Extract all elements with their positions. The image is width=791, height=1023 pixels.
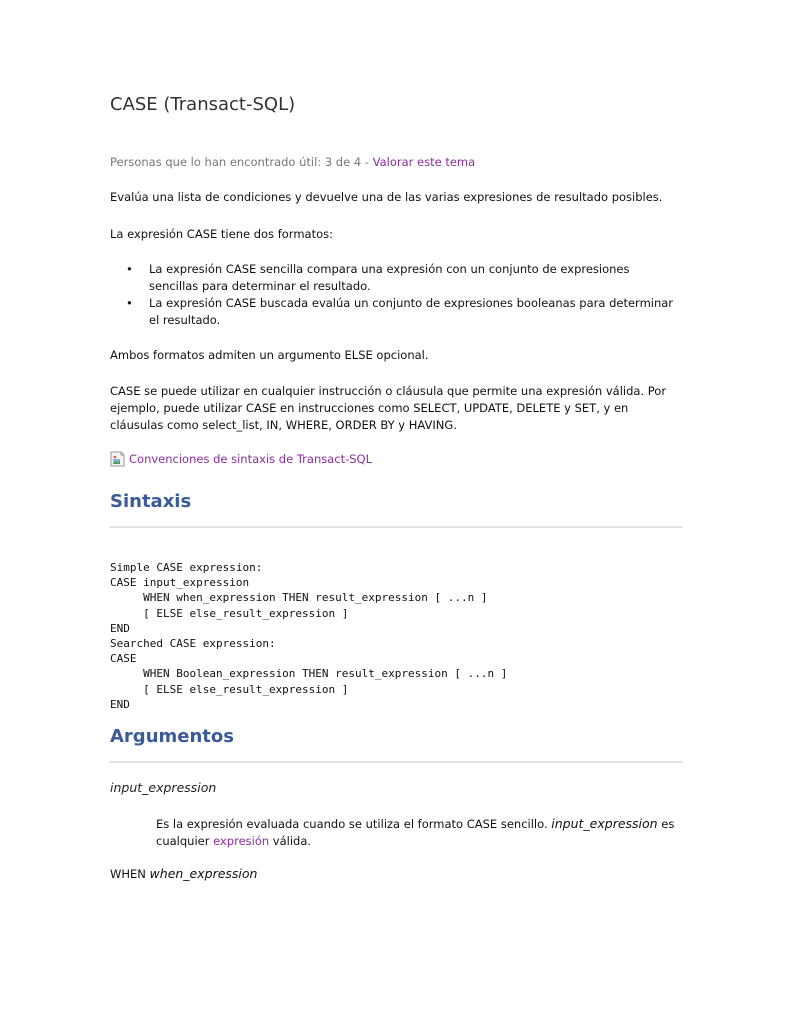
when-keyword: WHEN — [110, 867, 150, 881]
desc-text: válida. — [269, 834, 312, 848]
rate-topic-link[interactable]: Valorar este tema — [372, 155, 476, 169]
list-item-text: La expresión CASE buscada evalúa un conjunto de expresiones booleanas para determinar el resultado. — [149, 296, 674, 327]
argument-input-expression: input_expression — [110, 780, 217, 795]
formats-list — [110, 261, 682, 329]
syntax-heading: Sintaxis — [110, 491, 192, 512]
rating-text: Personas que lo han encontrado útil: 3 de 4 - — [110, 155, 373, 169]
list-item — [110, 261, 682, 295]
page-title: CASE (Transact-SQL) — [110, 94, 296, 115]
list-item-text: La expresión CASE sencilla compara una expresión con un conjunto de expresiones sencillas para determinar el resultado. — [149, 262, 630, 293]
usage-note: CASE se puede utilizar en cualquier instrucción o cláusula que permite una expresión válida. Por ejemplo, puede utilizar CASE en instrucciones como SELECT, UPDATE, DELETE y SET, y en cláusulas como select_list, IN, WHERE, ORDER BY y HAVING. — [110, 384, 667, 432]
desc-text: es cualquier — [156, 817, 675, 848]
bullet-icon: • — [126, 296, 133, 310]
list-item — [110, 295, 682, 329]
conventions-link-row[interactable] — [110, 451, 372, 467]
syntax-code-block: Simple CASE expression: CASE input_expression WHEN when_expression THEN result_expression [ ...n ] [ ELSE else_result_expression ] END Searched CASE expression: CASE WHEN Boolean_expression THEN result_expression [ ...n ] [ ELSE else_result_expression ] END — [110, 561, 508, 711]
syntax-divider — [110, 526, 682, 528]
formats-intro: La expresión CASE tiene dos formatos: — [110, 227, 333, 241]
when-name: when_expression — [149, 866, 258, 881]
bullet-icon: • — [126, 262, 133, 276]
argument-input-description — [156, 815, 682, 850]
broken-image-icon — [110, 451, 126, 467]
rating-line — [110, 155, 475, 169]
expression-link[interactable]: expresión — [213, 834, 270, 848]
desc-code: input_expression — [551, 816, 658, 831]
else-note: Ambos formatos admiten un argumento ELSE opcional. — [110, 348, 429, 362]
conventions-link[interactable]: Convenciones de sintaxis de Transact-SQL — [129, 452, 373, 466]
arguments-divider — [110, 761, 682, 763]
arguments-heading: Argumentos — [110, 726, 234, 747]
desc-text: Es la expresión evaluada cuando se utiliza el formato CASE sencillo. — [156, 817, 552, 831]
argument-when-expression — [110, 866, 257, 881]
intro-paragraph: Evalúa una lista de condiciones y devuelve una de las varias expresiones de resultado posibles. — [110, 190, 663, 204]
